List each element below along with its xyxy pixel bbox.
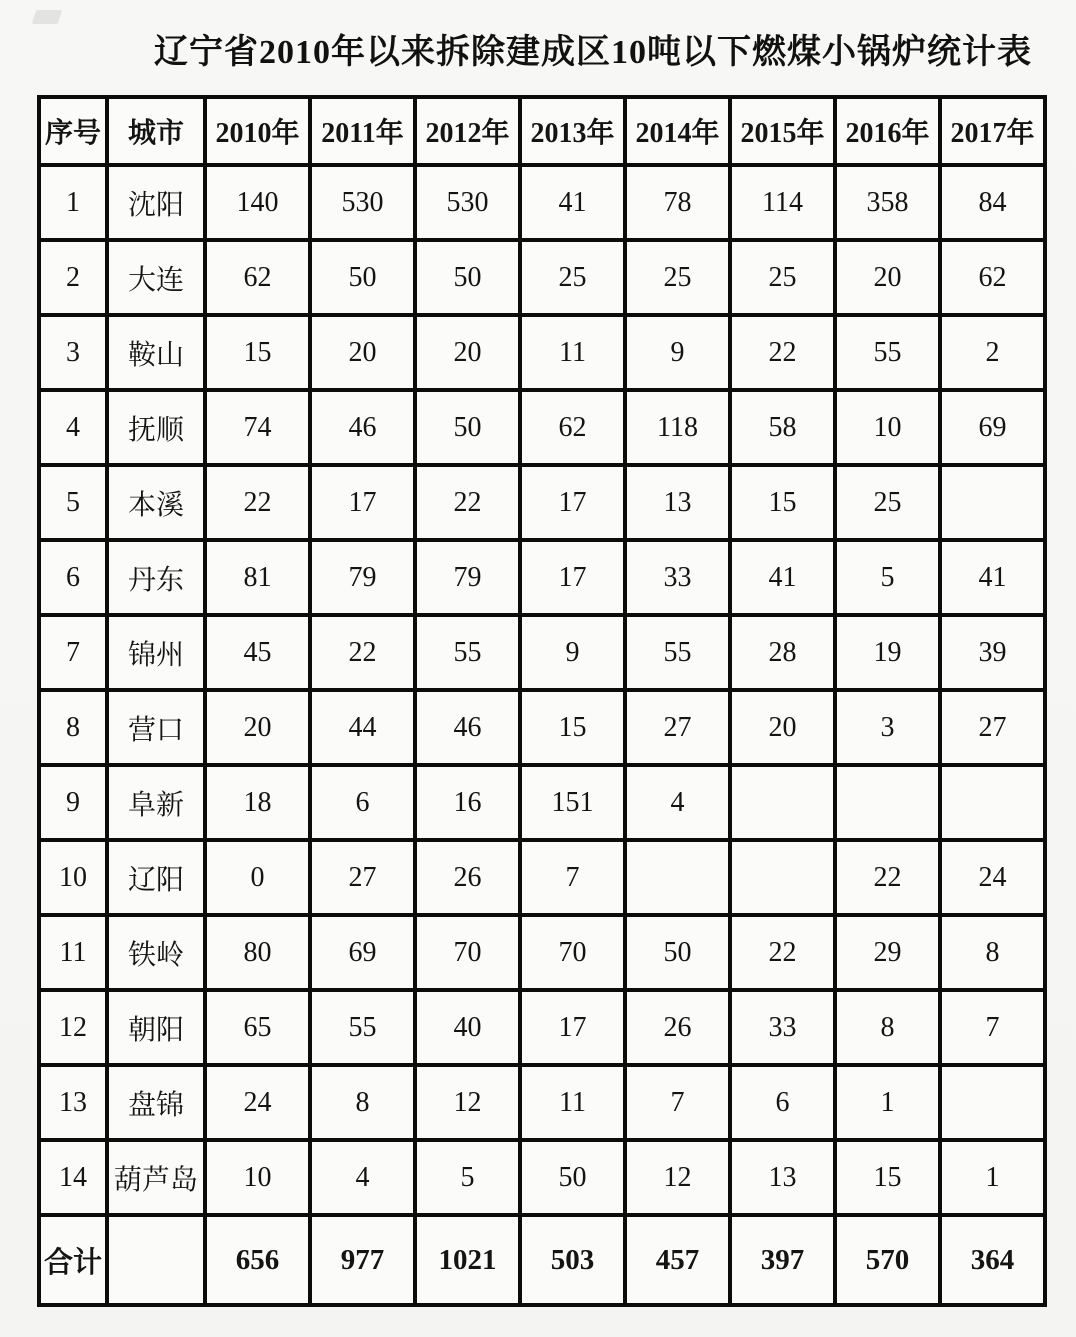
cell-value: 17 xyxy=(520,465,625,540)
cell-value: 20 xyxy=(835,240,940,315)
cell-value: 39 xyxy=(940,615,1045,690)
cell-value: 70 xyxy=(415,915,520,990)
table-row xyxy=(39,1065,1045,1140)
cell-value: 44 xyxy=(310,690,415,765)
cell-value: 65 xyxy=(205,990,310,1065)
cell-value: 140 xyxy=(205,165,310,240)
cell-value xyxy=(730,840,835,915)
cell-value: 7 xyxy=(625,1065,730,1140)
cell-value: 62 xyxy=(520,390,625,465)
cell-value: 15 xyxy=(730,465,835,540)
cell-value: 55 xyxy=(415,615,520,690)
cell-value: 33 xyxy=(730,990,835,1065)
table-row xyxy=(39,1140,1045,1215)
total-city-empty xyxy=(107,1215,205,1305)
cell-value: 8 xyxy=(940,915,1045,990)
scan-artifact xyxy=(32,10,63,24)
column-header: 序号 xyxy=(39,97,107,165)
cell-value: 6 xyxy=(310,765,415,840)
cell-value: 9 xyxy=(625,315,730,390)
cell-value: 27 xyxy=(940,690,1045,765)
cell-city: 阜新 xyxy=(107,765,205,840)
cell-value: 55 xyxy=(835,315,940,390)
column-header: 2017年 xyxy=(940,97,1045,165)
cell-value: 79 xyxy=(415,540,520,615)
table-row xyxy=(39,390,1045,465)
cell-city: 盘锦 xyxy=(107,1065,205,1140)
cell-value: 40 xyxy=(415,990,520,1065)
cell-value: 50 xyxy=(415,390,520,465)
cell-value: 4 xyxy=(625,765,730,840)
cell-value: 25 xyxy=(835,465,940,540)
column-header: 2011年 xyxy=(310,97,415,165)
cell-value: 22 xyxy=(310,615,415,690)
cell-value: 55 xyxy=(625,615,730,690)
cell-city: 营口 xyxy=(107,690,205,765)
cell-city: 葫芦岛 xyxy=(107,1140,205,1215)
table-row xyxy=(39,240,1045,315)
cell-value: 50 xyxy=(520,1140,625,1215)
cell-value: 15 xyxy=(520,690,625,765)
cell-value: 3 xyxy=(835,690,940,765)
cell-serial: 9 xyxy=(39,765,107,840)
cell-value: 15 xyxy=(835,1140,940,1215)
cell-value xyxy=(625,840,730,915)
cell-serial: 3 xyxy=(39,315,107,390)
cell-value: 6 xyxy=(730,1065,835,1140)
column-header: 城市 xyxy=(107,97,205,165)
cell-value: 50 xyxy=(310,240,415,315)
cell-serial: 11 xyxy=(39,915,107,990)
cell-value: 41 xyxy=(520,165,625,240)
cell-value: 62 xyxy=(205,240,310,315)
cell-value: 69 xyxy=(310,915,415,990)
cell-value: 5 xyxy=(835,540,940,615)
cell-value: 25 xyxy=(520,240,625,315)
cell-city: 辽阳 xyxy=(107,840,205,915)
cell-value: 69 xyxy=(940,390,1045,465)
cell-value xyxy=(730,765,835,840)
cell-value: 27 xyxy=(310,840,415,915)
cell-value: 62 xyxy=(940,240,1045,315)
total-value: 457 xyxy=(625,1215,730,1305)
header-row xyxy=(39,97,1045,165)
cell-value: 8 xyxy=(310,1065,415,1140)
cell-value: 8 xyxy=(835,990,940,1065)
column-header: 2016年 xyxy=(835,97,940,165)
table-row xyxy=(39,315,1045,390)
cell-value: 33 xyxy=(625,540,730,615)
total-value: 977 xyxy=(310,1215,415,1305)
cell-value: 78 xyxy=(625,165,730,240)
table-row xyxy=(39,990,1045,1065)
cell-city: 朝阳 xyxy=(107,990,205,1065)
cell-value: 20 xyxy=(310,315,415,390)
table-row xyxy=(39,165,1045,240)
cell-value: 2 xyxy=(940,315,1045,390)
cell-value: 29 xyxy=(835,915,940,990)
cell-value: 16 xyxy=(415,765,520,840)
cell-value: 10 xyxy=(835,390,940,465)
cell-city: 铁岭 xyxy=(107,915,205,990)
table-row xyxy=(39,615,1045,690)
cell-value: 4 xyxy=(310,1140,415,1215)
cell-value xyxy=(940,765,1045,840)
cell-value: 10 xyxy=(205,1140,310,1215)
table-body xyxy=(39,165,1045,1305)
cell-value xyxy=(835,765,940,840)
cell-value: 11 xyxy=(520,1065,625,1140)
cell-value: 20 xyxy=(415,315,520,390)
table-row xyxy=(39,540,1045,615)
cell-value: 12 xyxy=(625,1140,730,1215)
cell-value: 358 xyxy=(835,165,940,240)
cell-value: 0 xyxy=(205,840,310,915)
cell-value xyxy=(940,1065,1045,1140)
cell-value: 45 xyxy=(205,615,310,690)
cell-value: 13 xyxy=(730,1140,835,1215)
total-label: 合计 xyxy=(39,1215,107,1305)
cell-city: 丹东 xyxy=(107,540,205,615)
cell-value: 18 xyxy=(205,765,310,840)
cell-value: 9 xyxy=(520,615,625,690)
table-row xyxy=(39,465,1045,540)
cell-value: 24 xyxy=(940,840,1045,915)
cell-value: 22 xyxy=(730,315,835,390)
cell-serial: 4 xyxy=(39,390,107,465)
cell-serial: 6 xyxy=(39,540,107,615)
cell-value: 22 xyxy=(205,465,310,540)
cell-value: 26 xyxy=(415,840,520,915)
cell-value: 114 xyxy=(730,165,835,240)
cell-value: 58 xyxy=(730,390,835,465)
cell-value: 70 xyxy=(520,915,625,990)
cell-value: 5 xyxy=(415,1140,520,1215)
cell-value: 1 xyxy=(835,1065,940,1140)
cell-value: 55 xyxy=(310,990,415,1065)
cell-value: 80 xyxy=(205,915,310,990)
page-title: 辽宁省2010年以来拆除建成区10吨以下燃煤小锅炉统计表 xyxy=(154,34,1032,71)
cell-serial: 8 xyxy=(39,690,107,765)
cell-value: 46 xyxy=(415,690,520,765)
cell-value: 530 xyxy=(310,165,415,240)
cell-value: 74 xyxy=(205,390,310,465)
cell-serial: 7 xyxy=(39,615,107,690)
cell-serial: 12 xyxy=(39,990,107,1065)
cell-value: 530 xyxy=(415,165,520,240)
total-value: 397 xyxy=(730,1215,835,1305)
column-header: 2013年 xyxy=(520,97,625,165)
table-row xyxy=(39,690,1045,765)
total-value: 364 xyxy=(940,1215,1045,1305)
cell-value: 11 xyxy=(520,315,625,390)
total-value: 503 xyxy=(520,1215,625,1305)
cell-value: 25 xyxy=(730,240,835,315)
cell-serial: 5 xyxy=(39,465,107,540)
cell-value: 50 xyxy=(415,240,520,315)
cell-value: 50 xyxy=(625,915,730,990)
cell-value: 22 xyxy=(730,915,835,990)
table-header xyxy=(39,97,1045,165)
cell-value: 15 xyxy=(205,315,310,390)
cell-value: 17 xyxy=(310,465,415,540)
cell-serial: 1 xyxy=(39,165,107,240)
cell-value: 13 xyxy=(625,465,730,540)
cell-value: 24 xyxy=(205,1065,310,1140)
cell-value: 28 xyxy=(730,615,835,690)
cell-serial: 13 xyxy=(39,1065,107,1140)
cell-value: 151 xyxy=(520,765,625,840)
cell-value xyxy=(940,465,1045,540)
cell-value: 17 xyxy=(520,990,625,1065)
cell-value: 17 xyxy=(520,540,625,615)
column-header: 2014年 xyxy=(625,97,730,165)
total-row xyxy=(39,1215,1045,1305)
table-row xyxy=(39,765,1045,840)
cell-value: 12 xyxy=(415,1065,520,1140)
cell-city: 鞍山 xyxy=(107,315,205,390)
cell-serial: 10 xyxy=(39,840,107,915)
cell-city: 沈阳 xyxy=(107,165,205,240)
cell-value: 22 xyxy=(415,465,520,540)
cell-city: 本溪 xyxy=(107,465,205,540)
total-value: 656 xyxy=(205,1215,310,1305)
cell-value: 7 xyxy=(520,840,625,915)
cell-serial: 14 xyxy=(39,1140,107,1215)
cell-value: 19 xyxy=(835,615,940,690)
cell-city: 大连 xyxy=(107,240,205,315)
column-header: 2012年 xyxy=(415,97,520,165)
cell-value: 20 xyxy=(730,690,835,765)
cell-value: 84 xyxy=(940,165,1045,240)
cell-value: 118 xyxy=(625,390,730,465)
column-header: 2010年 xyxy=(205,97,310,165)
cell-value: 79 xyxy=(310,540,415,615)
cell-value: 81 xyxy=(205,540,310,615)
cell-value: 41 xyxy=(730,540,835,615)
cell-value: 46 xyxy=(310,390,415,465)
total-value: 570 xyxy=(835,1215,940,1305)
cell-value: 41 xyxy=(940,540,1045,615)
cell-serial: 2 xyxy=(39,240,107,315)
column-header: 2015年 xyxy=(730,97,835,165)
cell-value: 22 xyxy=(835,840,940,915)
table-row xyxy=(39,840,1045,915)
cell-value: 1 xyxy=(940,1140,1045,1215)
statistics-table xyxy=(37,95,1047,1307)
cell-value: 25 xyxy=(625,240,730,315)
cell-value: 7 xyxy=(940,990,1045,1065)
cell-value: 20 xyxy=(205,690,310,765)
cell-city: 锦州 xyxy=(107,615,205,690)
cell-city: 抚顺 xyxy=(107,390,205,465)
total-value: 1021 xyxy=(415,1215,520,1305)
cell-value: 27 xyxy=(625,690,730,765)
table-row xyxy=(39,915,1045,990)
cell-value: 26 xyxy=(625,990,730,1065)
